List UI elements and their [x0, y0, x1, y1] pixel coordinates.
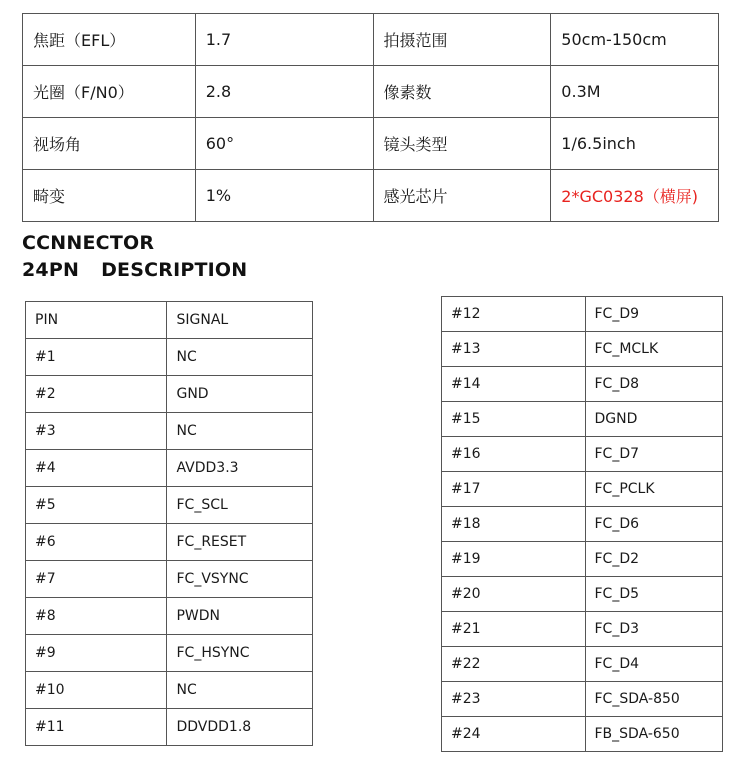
spec-label: 感光芯片 — [373, 170, 551, 222]
pin-number: #24 — [442, 717, 586, 752]
table-row — [442, 682, 723, 717]
pin-signal: FC_SDA-850 — [585, 682, 723, 717]
pin-table-left — [25, 301, 313, 746]
pin-number: #1 — [26, 339, 167, 376]
table-row — [26, 339, 313, 376]
table-row — [26, 450, 313, 487]
table-row — [442, 437, 723, 472]
pin-number: #14 — [442, 367, 586, 402]
pin-signal: FC_VSYNC — [167, 561, 313, 598]
spec-label: 视场角 — [23, 118, 196, 170]
pin-number: #21 — [442, 612, 586, 647]
signal-column-header: SIGNAL — [167, 302, 313, 339]
spec-row — [23, 66, 719, 118]
pin-number: #15 — [442, 402, 586, 437]
spec-row — [23, 14, 719, 66]
pin-number: #18 — [442, 507, 586, 542]
pin-number: #2 — [26, 376, 167, 413]
table-row — [442, 507, 723, 542]
table-row — [442, 542, 723, 577]
pin-signal: FC_D6 — [585, 507, 723, 542]
table-row — [26, 598, 313, 635]
pin-count-text: 24PN — [22, 259, 80, 281]
sensor-chip-value: 2*GC0328（横屏) — [551, 170, 719, 222]
spec-label: 拍摄范围 — [373, 14, 551, 66]
spec-value: 1/6.5inch — [551, 118, 719, 170]
spec-label: 镜头类型 — [373, 118, 551, 170]
pin-signal: FC_D4 — [585, 647, 723, 682]
table-row — [26, 524, 313, 561]
table-row — [26, 376, 313, 413]
pin-signal: FC_PCLK — [585, 472, 723, 507]
pin-number: #6 — [26, 524, 167, 561]
table-row — [442, 367, 723, 402]
table-row — [442, 612, 723, 647]
table-row — [442, 297, 723, 332]
pin-number: #4 — [26, 450, 167, 487]
spec-label: 畸变 — [23, 170, 196, 222]
pin-number: #13 — [442, 332, 586, 367]
pin-number: #8 — [26, 598, 167, 635]
pin-signal: FC_MCLK — [585, 332, 723, 367]
pin-number: #22 — [442, 647, 586, 682]
pin-signal: FC_D5 — [585, 577, 723, 612]
pin-signal: DDVDD1.8 — [167, 709, 313, 746]
spec-value: 1.7 — [195, 14, 373, 66]
spec-label: 光圈（F/N0） — [23, 66, 196, 118]
spec-row — [23, 118, 719, 170]
pin-signal: NC — [167, 672, 313, 709]
table-row — [442, 647, 723, 682]
pin-signal: FC_D8 — [585, 367, 723, 402]
connector-heading — [22, 232, 154, 254]
table-row — [442, 717, 723, 752]
pin-signal: FC_D7 — [585, 437, 723, 472]
table-row — [26, 561, 313, 598]
spec-table — [22, 13, 719, 222]
pin-number: #17 — [442, 472, 586, 507]
pin-number: #7 — [26, 561, 167, 598]
pin-signal: NC — [167, 339, 313, 376]
spec-label: 焦距（EFL） — [23, 14, 196, 66]
pin-signal: NC — [167, 413, 313, 450]
table-row — [26, 413, 313, 450]
spec-value: 60° — [195, 118, 373, 170]
spec-value: 1% — [195, 170, 373, 222]
pin-signal: PWDN — [167, 598, 313, 635]
pin-description-heading — [22, 259, 247, 281]
table-row — [442, 402, 723, 437]
pin-table-right — [441, 296, 723, 752]
pin-signal: DGND — [585, 402, 723, 437]
pin-number: #10 — [26, 672, 167, 709]
connector-heading-text: CCNNECTOR — [22, 232, 155, 254]
pin-signal: GND — [167, 376, 313, 413]
table-row — [26, 635, 313, 672]
pin-number: #3 — [26, 413, 167, 450]
table-row — [442, 577, 723, 612]
pin-signal: FC_D9 — [585, 297, 723, 332]
pin-signal: FC_D3 — [585, 612, 723, 647]
spec-value: 50cm-150cm — [551, 14, 719, 66]
description-text: DESCRIPTION — [101, 259, 248, 281]
pin-number: #20 — [442, 577, 586, 612]
pin-number: #12 — [442, 297, 586, 332]
pin-signal: FC_RESET — [167, 524, 313, 561]
spec-label: 像素数 — [373, 66, 551, 118]
pin-signal: FB_SDA-650 — [585, 717, 723, 752]
table-row — [26, 487, 313, 524]
pin-number: #23 — [442, 682, 586, 717]
pin-number: #9 — [26, 635, 167, 672]
pin-number: #16 — [442, 437, 586, 472]
spec-value: 2.8 — [195, 66, 373, 118]
pin-column-header: PIN — [26, 302, 167, 339]
pin-number: #19 — [442, 542, 586, 577]
table-row — [26, 672, 313, 709]
pin-signal: FC_SCL — [167, 487, 313, 524]
table-row — [442, 332, 723, 367]
pin-signal: FC_HSYNC — [167, 635, 313, 672]
pin-number: #5 — [26, 487, 167, 524]
pin-signal: AVDD3.3 — [167, 450, 313, 487]
spec-row — [23, 170, 719, 222]
table-row — [26, 709, 313, 746]
pin-number: #11 — [26, 709, 167, 746]
pin-signal: FC_D2 — [585, 542, 723, 577]
pin-table-header-row — [26, 302, 313, 339]
spec-value: 0.3M — [551, 66, 719, 118]
table-row — [442, 472, 723, 507]
